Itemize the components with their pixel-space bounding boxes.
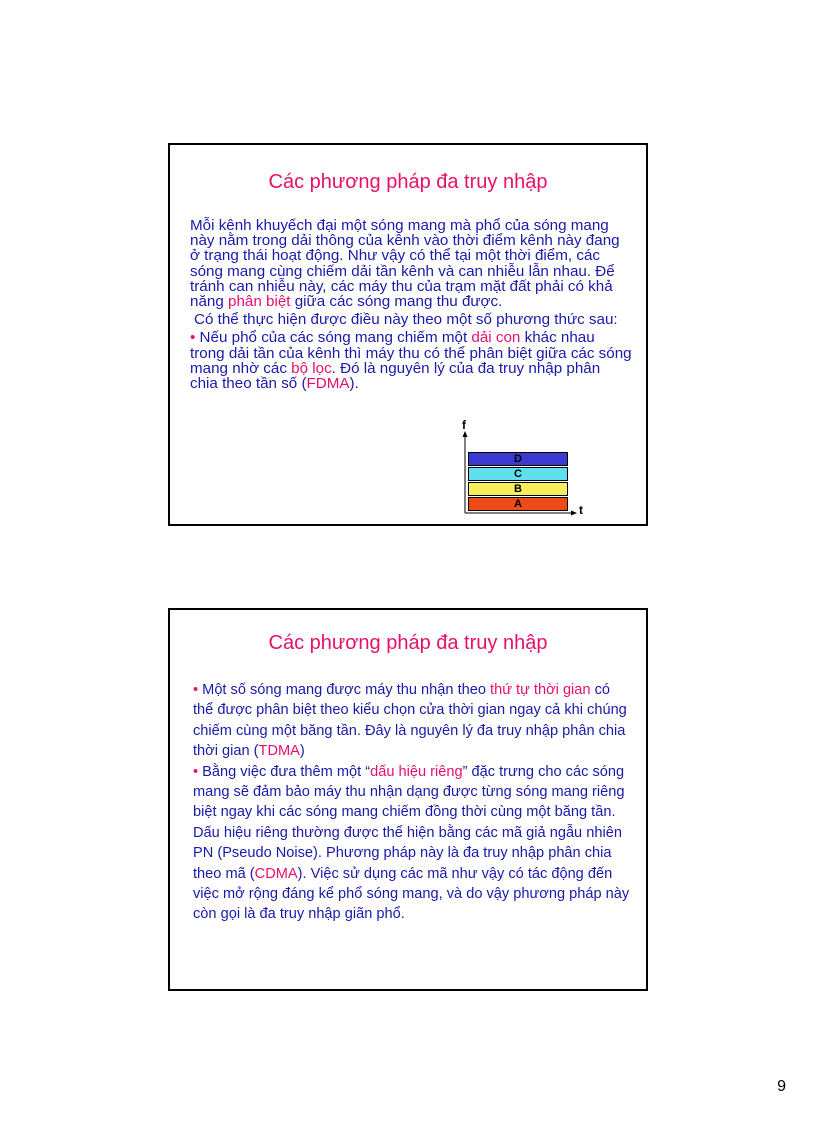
fdma-band-c: C [468,467,568,481]
slide-1-bullet-1 [190,330,632,391]
highlight-bo-loc: bộ lọc [291,359,332,377]
slide-2-title: Các phương pháp đa truy nhập [268,632,548,654]
slide-1-paragraph-1 [190,218,632,309]
fdma-band-b: B [468,482,568,496]
highlight-dai-con: dải con [471,329,521,347]
highlight-cdma: CDMA [254,865,298,882]
fdma-band-a: A [468,497,568,511]
y-axis-label: f [462,418,466,432]
highlight-dau-hieu-rieng: dấu hiệu riêng [370,763,463,780]
text-run: ). [349,375,359,393]
text-run: giữa các sóng mang thu được. [290,293,503,311]
highlight-tdma: TDMA [258,743,300,760]
fdma-diagram [455,418,585,523]
slide-1-title: Các phương pháp đa truy nhập [268,171,548,193]
text-run: có thể được phân biệt theo kiểu chọn cửa thời gian ngay cả khi chúng chiếm cùng một băng tần. Đây là nguyên lý đa truy nhập phân chia thời gian ( [193,682,627,760]
slide-2-bullet-2 [193,762,630,925]
text-run: Nếu phổ của các sóng mang chiếm một [195,329,472,347]
slide-1-paragraph-2: Có thể thực hiện được điều này theo một số phương thức sau: [194,311,618,329]
text-run: . Đó là nguyên lý của đa truy nhập phân chia theo tần số ( [190,359,601,393]
slide-2-bullet-1 [193,680,630,762]
highlight-phan-biet: phân biệt [228,293,291,311]
slide-1-body [190,218,632,391]
page-number: 9 [777,1078,786,1095]
slide-2-body [193,680,630,925]
text-run: ) [299,743,305,760]
bullet-icon: • [190,329,196,347]
text-run: ” đặc trưng cho các sóng mang sẽ đảm bảo máy thu nhận dạng được từng sóng mang riêng biệt ngay khi các sóng mang chiếm đồng thời cùng một băng tần. Dấu hiệu riêng thường được thể hiện bằng các mã giả ngẫu nhiên PN (Pseudo Noise). Phương pháp này là đa truy nhập phân chia theo mã ( [193,763,625,882]
slide-2 [168,608,648,991]
text-run: khác nhau trong dải tần của kênh thì máy thu có thể phân biệt giữa các sóng mang nhờ các [190,329,632,377]
highlight-thu-tu-thoi-gian: thứ tự thời gian [490,682,591,698]
text-run: Bằng việc đưa thêm một “ [198,763,371,780]
fdma-band-d: D [468,452,568,466]
highlight-fdma: FDMA [306,375,350,393]
text-run: Mỗi kênh khuyếch đại một sóng mang mà phổ của sóng mang này nằm trong dải thông của kênh vào thời điểm kênh này đang ở trạng thái hoạt động. Như vậy có thể tại một thời điểm, các sóng mang cùng chiếm dải tần kênh và can nhiễu lẫn nhau. Để tránh can nhiễu này, các máy thu của trạm mặt đất phải có khả năng [190,217,620,311]
text-run: ). Việc sử dụng các mã như vậy có tác động đến việc mở rộng đáng kể phổ sóng mang, và do vậy phương pháp này còn gọi là đa truy nhập giãn phổ. [193,865,630,923]
bullet-icon: • [193,763,199,780]
slide-1 [168,143,648,526]
text-run: Một số sóng mang được máy thu nhận theo [198,682,491,698]
bullet-icon: • [193,682,199,698]
x-axis-label: t [579,503,583,517]
